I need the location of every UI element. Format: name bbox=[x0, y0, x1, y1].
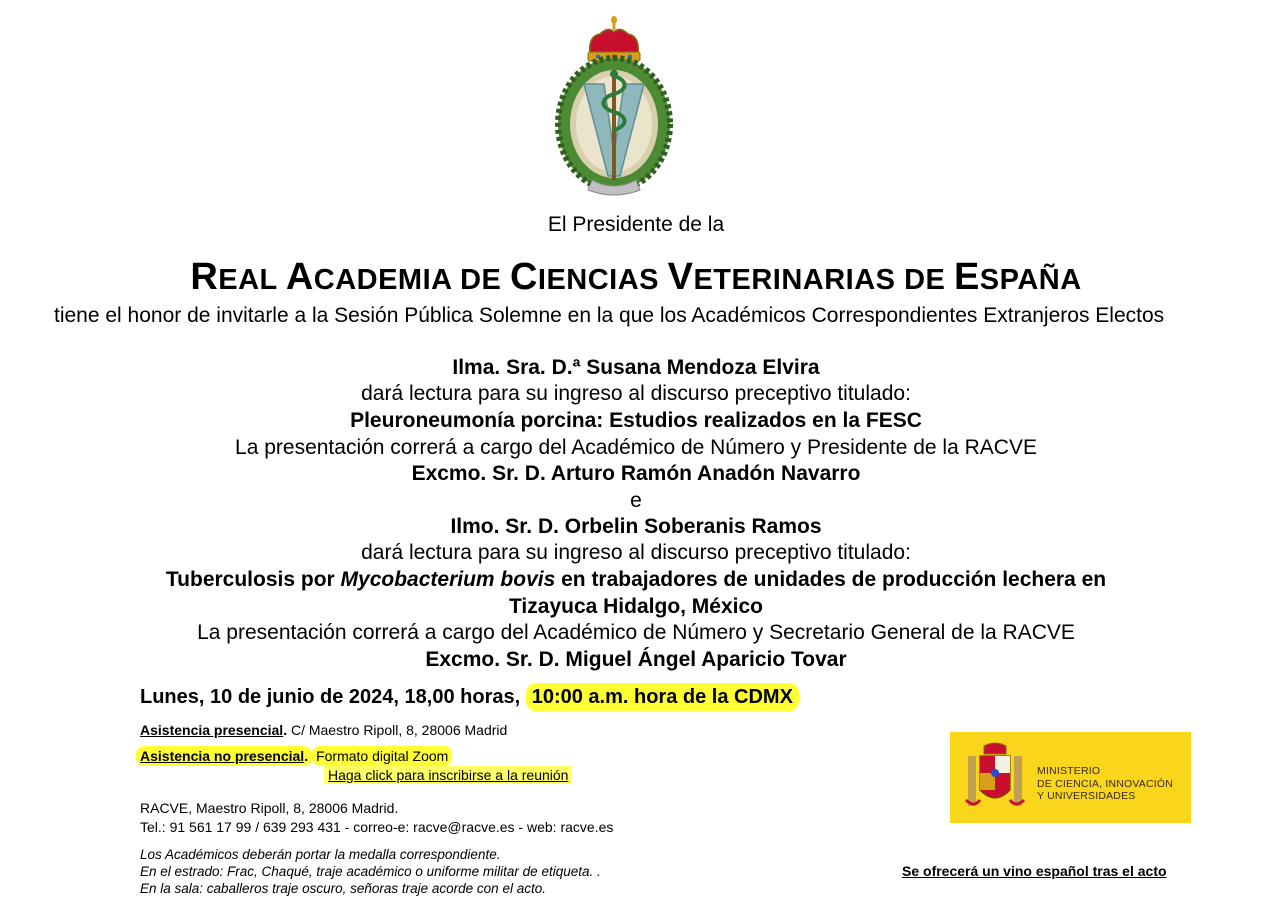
online-detail: Formato digital Zoom bbox=[312, 746, 452, 766]
academy-word: ACADEMIA DE bbox=[285, 256, 502, 298]
speaker2-title-line2: Tizayuca Hidalgo, México bbox=[508, 595, 764, 618]
speaker1-presenter: Excmo. Sr. D. Arturo Ramón Anadón Navarro bbox=[411, 462, 861, 485]
in-person-label: Asistencia presencial bbox=[140, 722, 284, 738]
intro-text: El Presidente de la bbox=[547, 213, 725, 236]
crown-icon bbox=[588, 16, 640, 61]
speaker2-presenter-intro: La presentación correrá a cargo del Académico de Número y Secretario General de la RACVE bbox=[197, 621, 1075, 644]
speaker1-title: Pleuroneumonía porcina: Estudios realizados en la FESC bbox=[350, 409, 922, 432]
speaker2-title: Tuberculosis por Mycobacterium bovis en trabajadores de unidades de producción lechera en bbox=[165, 568, 1107, 591]
register-link-wrap bbox=[324, 767, 572, 783]
dress-code-line: En la sala: caballeros traje oscuro, señoras traje acorde con el acto. bbox=[140, 881, 546, 896]
in-person-detail: C/ Maestro Ripoll, 8, 28006 Madrid bbox=[290, 722, 508, 738]
conjunction: e bbox=[630, 489, 642, 512]
honor-text: tiene el honor de invitarle a la Sesión Pública Solemne en la que los Académicos Correspondientes Extranjeros Electos bbox=[54, 304, 1165, 327]
dress-code bbox=[140, 846, 601, 897]
dress-code-line: En el estrado: Frac, Chaqué, traje académico o uniforme militar de etiqueta. . bbox=[140, 864, 601, 879]
speaker2-lecture-intro: dará lectura para su ingreso al discurso preceptivo titulado: bbox=[361, 541, 911, 564]
academy-name bbox=[0, 256, 1272, 299]
speaker1-lecture-intro: dará lectura para su ingreso al discurso preceptivo titulado: bbox=[361, 382, 911, 405]
academy-emblem-logo bbox=[548, 14, 680, 200]
academy-word: REAL bbox=[190, 256, 278, 298]
register-link[interactable]: Haga click para inscribirse a la reunión bbox=[324, 766, 572, 784]
speaker2-name: Ilmo. Sr. D. Orbelin Soberanis Ramos bbox=[450, 515, 822, 538]
spain-coat-of-arms-icon bbox=[960, 742, 1030, 814]
academy-word: ESPAÑA bbox=[953, 256, 1082, 298]
academy-word: VETERINARIAS DE bbox=[667, 256, 946, 298]
contact-phone-line: Tel.: 91 561 17 99 / 639 293 431 - correo-e: racve@racve.es - web: racve.es bbox=[140, 819, 614, 835]
cdmx-time: 10:00 a.m. hora de la CDMX bbox=[526, 683, 799, 711]
speaker2-presenter: Excmo. Sr. D. Miguel Ángel Aparicio Tovar bbox=[425, 648, 847, 671]
ministry-name: MINISTERIO DE CIENCIA, INNOVACIÓN Y UNIVERSIDADES bbox=[1037, 765, 1174, 802]
ministry-logo bbox=[950, 732, 1191, 823]
speaker1-presenter-intro: La presentación correrá a cargo del Académico de Número y Presidente de la RACVE bbox=[235, 436, 1037, 459]
online-attendance: Asistencia no presencial. Formato digital Zoom bbox=[136, 748, 452, 764]
online-label: Asistencia no presencial bbox=[140, 748, 305, 764]
contact-address: RACVE, Maestro Ripoll, 8, 28006 Madrid. bbox=[140, 800, 399, 816]
wine-note: Se ofrecerá un vino español tras el acto bbox=[902, 863, 1167, 879]
event-date: Lunes, 10 de junio de 2024, 18,00 horas, 10:00 a.m. hora de la CDMX bbox=[140, 686, 799, 709]
in-person-attendance: Asistencia presencial. C/ Maestro Ripoll, 8, 28006 Madrid bbox=[140, 722, 508, 738]
dress-code-line: Los Académicos deberán portar la medalla correspondiente. bbox=[140, 847, 501, 862]
speaker1-name: Ilma. Sra. D.ª Susana Mendoza Elvira bbox=[452, 356, 820, 379]
academy-word: CIENCIAS bbox=[509, 256, 660, 298]
